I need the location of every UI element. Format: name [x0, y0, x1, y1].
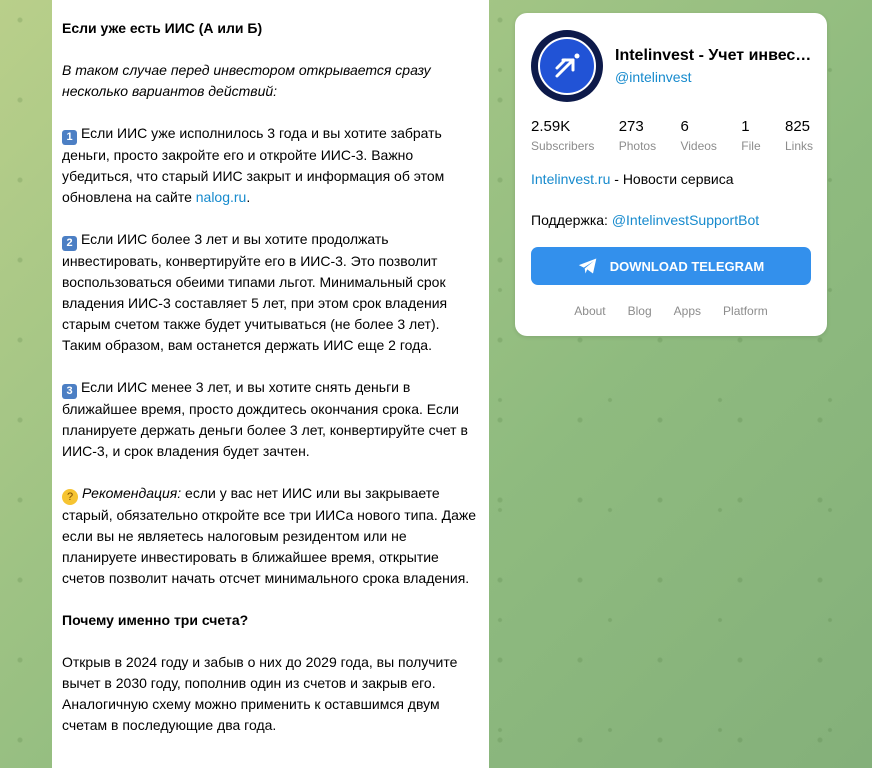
channel-handle[interactable]: @intelinvest — [615, 69, 692, 85]
post-item-3: 3 Если ИИС менее 3 лет, и вы хотите снять деньги в ближайшее время, просто дождитесь окончания срока. Если планируете держать деньги более 3 лет, конвертируйте счет в ИИС-3, и срок владения будет зачтен. — [62, 379, 468, 459]
keycap-1-icon: 1 — [62, 130, 77, 145]
footer-links — [515, 304, 827, 318]
post-item-1: 1 Если ИИС уже исполнилось 3 года и вы хотите забрать деньги, просто закройте его и откройте ИИС-3. Важно убедиться, что старый ИИС закрыт и информация об этом обновлена на сайте nalog.ru. — [62, 125, 445, 205]
channel-post — [52, 0, 489, 768]
stat-files[interactable]: 1 File — [741, 118, 761, 153]
support-bot-link[interactable]: @IntelinvestSupportBot — [611, 212, 760, 228]
footer-about-link[interactable]: About — [574, 304, 606, 318]
intelinvest-logo-icon — [538, 37, 596, 95]
stat-videos[interactable]: 6 Videos — [680, 118, 717, 153]
post-heading: Если уже есть ИИС (А или Б) — [62, 20, 263, 36]
footer-blog-link[interactable]: Blog — [627, 304, 652, 318]
download-telegram-button[interactable]: DOWNLOAD TELEGRAM — [531, 247, 811, 285]
telegram-plane-icon — [578, 257, 598, 275]
keycap-3-icon: 3 — [62, 384, 77, 399]
channel-description: Intelinvest.ru - Новости сервиса — [531, 171, 734, 187]
why-heading: Почему именно три счета? — [62, 612, 249, 628]
footer-apps-link[interactable]: Apps — [673, 304, 702, 318]
stat-subscribers[interactable]: 2.59K Subscribers — [531, 118, 595, 153]
footer-platform-link[interactable]: Platform — [723, 304, 768, 318]
thinking-face-icon: ? — [62, 489, 78, 505]
website-link[interactable]: Intelinvest.ru — [531, 171, 611, 187]
keycap-2-icon: 2 — [62, 236, 77, 251]
channel-stats — [531, 118, 813, 153]
why-text: Открыв в 2024 году и забыв о них до 2029 года, вы получите вычет в 2030 году, пополнив один из счетов и закрыв его. Аналогичную схему можно применить к оставшимся двум счетам в последующие два года. — [62, 654, 458, 733]
channel-card — [515, 13, 827, 336]
post-recommendation: ? Рекомендация: если у вас нет ИИС или вы закрываете старый, обязательно откройте все три ИИСа нового типа. Даже если вы не являетесь налоговым резидентом или не планируете инвестировать в ближайшее время, открытие счетов позволит начать отсчет минимального срока владения. — [62, 485, 477, 586]
channel-avatar[interactable] — [531, 30, 603, 102]
post-intro: В таком случае перед инвестором открывается сразу несколько вариантов действий: — [62, 62, 431, 99]
nalog-link[interactable]: nalog.ru — [195, 189, 247, 205]
stat-links[interactable]: 825 Links — [784, 118, 813, 153]
stat-photos[interactable]: 273 Photos — [618, 118, 657, 153]
channel-title: Intelinvest - Учет инвест... — [615, 47, 815, 64]
channel-support: Поддержка: @IntelinvestSupportBot — [531, 212, 760, 228]
post-item-2: 2 Если ИИС более 3 лет и вы хотите продолжать инвестировать, конвертируйте его в ИИС-3. Это позволит воспользоваться обеими типами льгот. Минимальный срок владения ИИС-3 составляет 5 лет, при этом срок владения старым счетом также будет учитываться (не более 3 лет). Таким образом, вам останется держать ИИС еще 2 года. — [62, 231, 448, 353]
